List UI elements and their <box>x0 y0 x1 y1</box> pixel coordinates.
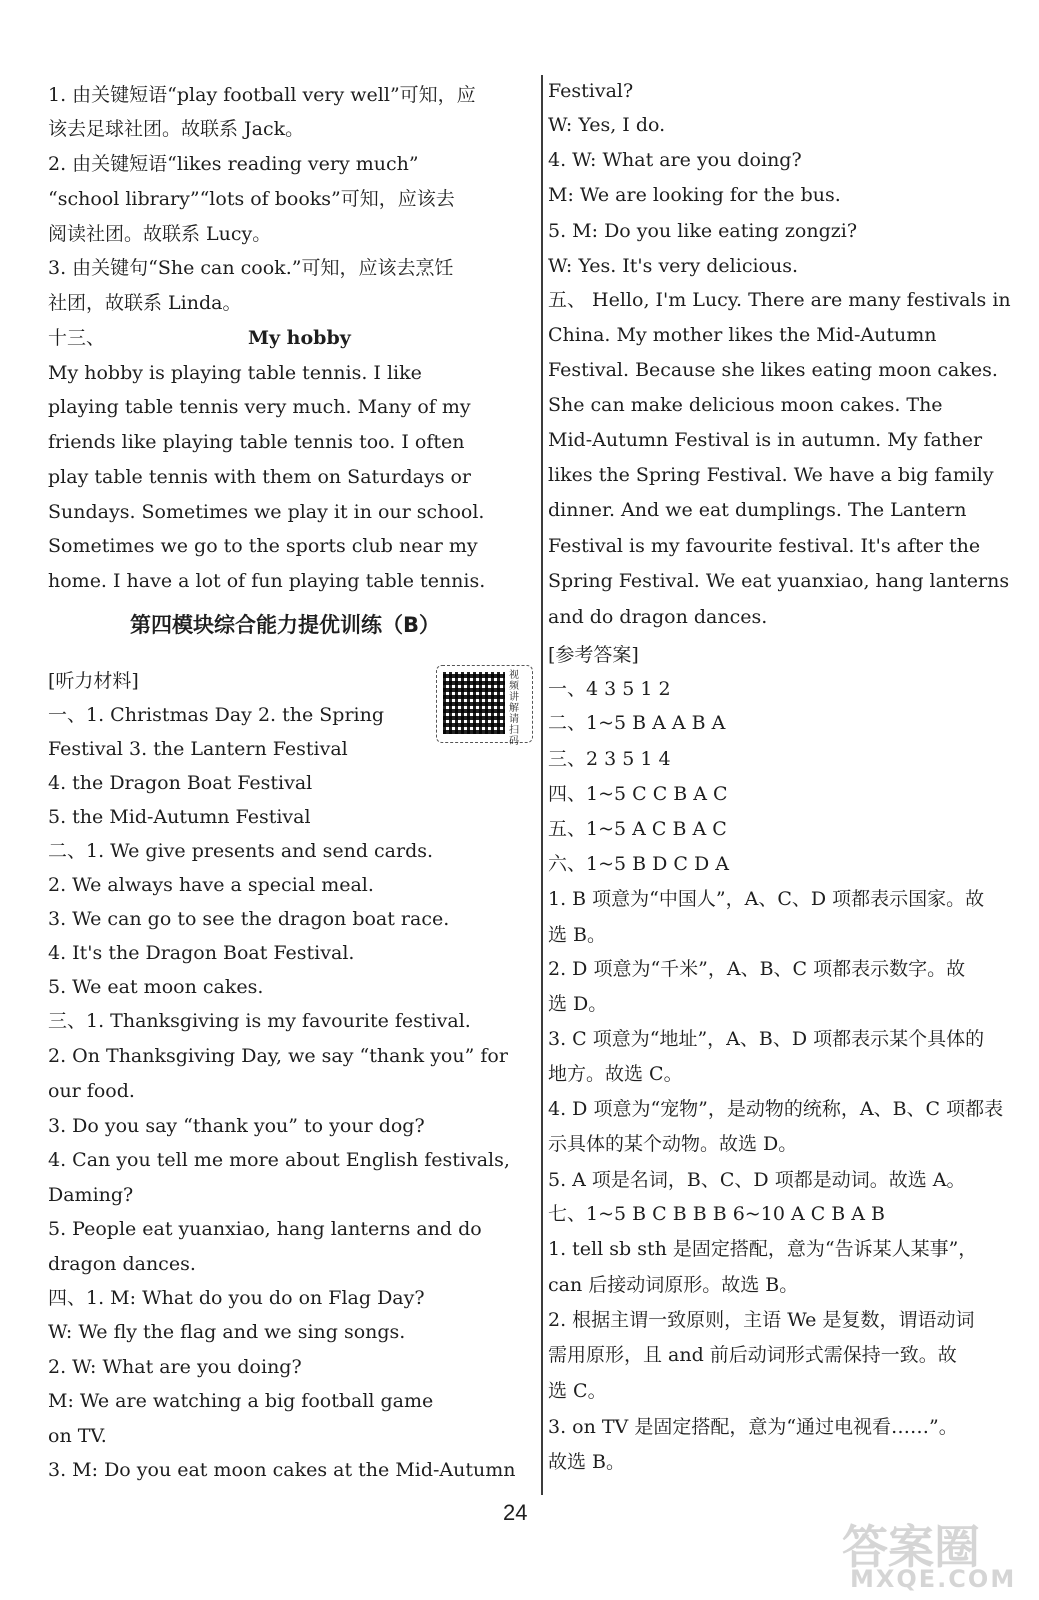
text-line: playing table tennis very much. Many of my <box>48 396 471 418</box>
text-line: Sometimes we go to the sports club near my <box>48 535 478 557</box>
text-line: 2. 由关键短语“likes reading very much” <box>48 153 419 175</box>
watermark-text: 答案圈 <box>842 1520 980 1574</box>
text-line: 七、1~5 B C B B B 6~10 A C B A B <box>548 1203 886 1225</box>
text-line: 5. People eat yuanxiao, hang lanterns and do <box>48 1218 482 1240</box>
text-line: W: Yes. It's very delicious. <box>548 255 799 277</box>
text-line: 2. We always have a special meal. <box>48 874 374 896</box>
text-line: home. I have a lot of fun playing table tennis. <box>48 570 486 592</box>
text-line: 选 B。 <box>548 924 607 946</box>
text-line: on TV. <box>48 1425 107 1447</box>
text-line: 3. M: Do you eat moon cakes at the Mid-Autumn <box>48 1459 516 1481</box>
text-line: 一、4 3 5 1 2 <box>548 678 671 700</box>
text-line: 四、1. M: What do you do on Flag Day? <box>48 1287 425 1309</box>
text-line: M: We are looking for the bus. <box>548 184 841 206</box>
qr-code-icon <box>443 672 505 734</box>
section-heading: 第四模块综合能力提优训练（B） <box>130 613 441 637</box>
right-column <box>548 0 1039 1540</box>
text-line: 4. It's the Dragon Boat Festival. <box>48 942 355 964</box>
text-line: Sundays. Sometimes we play it in our school. <box>48 501 485 523</box>
text-line: 2. 根据主谓一致原则，主语 We 是复数，谓语动词 <box>548 1309 975 1331</box>
text-line: 二、1. We give presents and send cards. <box>48 840 434 862</box>
text-line: friends like playing table tennis too. I often <box>48 431 465 453</box>
text-line: 五、 Hello, I'm Lucy. There are many festivals in <box>548 289 1011 311</box>
text-line: 二、1~5 B A A B A <box>548 712 726 734</box>
text-line: 3. 由关键句“She can cook.”可知，应该去烹饪 <box>48 257 454 279</box>
page-number: 24 <box>503 1500 528 1525</box>
text-line: 5. A 项是名词，B、C、D 项都是动词。故选 A。 <box>548 1169 966 1191</box>
text-line: 地方。故选 C。 <box>548 1063 683 1085</box>
text-line: She can make delicious moon cakes. The <box>548 394 943 416</box>
text-line: 示具体的某个动物。故选 D。 <box>548 1133 798 1155</box>
qr-label: 视频讲解请扫码 <box>509 670 519 747</box>
text-line: Festival. Because she likes eating moon cakes. <box>548 359 998 381</box>
text-line: play table tennis with them on Saturdays or <box>48 466 472 488</box>
text-line: and do dragon dances. <box>548 606 768 628</box>
text-line: 5. M: Do you like eating zongzi? <box>548 220 858 242</box>
text-line: 2. W: What are you doing? <box>48 1356 302 1378</box>
text-line: 五、1~5 A C B A C <box>548 818 727 840</box>
text-line: 阅读社团。故联系 Lucy。 <box>48 223 272 245</box>
essay-title: My hobby <box>248 327 351 349</box>
text-line: 故选 B。 <box>548 1451 626 1473</box>
text-line: 选 C。 <box>548 1380 607 1402</box>
text-line: 六、1~5 B D C D A <box>548 853 729 875</box>
text-line: 该去足球社团。故联系 Jack。 <box>48 118 305 140</box>
text-line: My hobby is playing table tennis. I like <box>48 362 422 384</box>
text-line: dinner. And we eat dumplings. The Lantern <box>548 499 967 521</box>
text-line: 1. B 项意为“中国人”，A、C、D 项都表示国家。故 <box>548 888 985 910</box>
text-line: 4. D 项意为“宠物”，是动物的统称，A、B、C 项都表 <box>548 1098 1004 1120</box>
text-line: likes the Spring Festival. We have a big family <box>548 464 994 486</box>
watermark-url: MXQE.COM <box>850 1565 1017 1593</box>
text-line: 三、2 3 5 1 4 <box>548 748 671 770</box>
text-line: “school library”“lots of books”可知，应该去 <box>48 188 455 210</box>
text-line: 5. the Mid-Autumn Festival <box>48 806 311 828</box>
left-column <box>48 0 536 1540</box>
text-line: W: Yes, I do. <box>548 114 666 136</box>
text-line: Festival is my favourite festival. It's after the <box>548 535 981 557</box>
text-line: 1. tell sb sth 是固定搭配，意为“告诉某人某事”， <box>548 1238 978 1260</box>
column-divider <box>541 75 543 1495</box>
text-line: Festival 3. the Lantern Festival <box>48 738 348 760</box>
text-line: Mid-Autumn Festival is in autumn. My father <box>548 429 983 451</box>
text-line: 1. 由关键短语“play football very well”可知，应 <box>48 84 476 106</box>
text-line: 需用原形，且 and 前后动词形式需保持一致。故 <box>548 1344 957 1366</box>
section-number: 十三、 <box>48 327 106 349</box>
text-line: [参考答案] <box>548 644 639 666</box>
text-line: 3. We can go to see the dragon boat race. <box>48 908 450 930</box>
text-line: Daming? <box>48 1184 134 1206</box>
text-line: W: We fly the flag and we sing songs. <box>48 1321 406 1343</box>
text-line: [听力材料] <box>48 670 139 692</box>
text-line: M: We are watching a big football game <box>48 1390 434 1412</box>
watermark-logo <box>842 1505 1022 1595</box>
qr-code <box>436 665 533 747</box>
text-line: 5. We eat moon cakes. <box>48 976 264 998</box>
text-line: 一、1. Christmas Day 2. the Spring <box>48 704 385 726</box>
text-line: 4. W: What are you doing? <box>548 149 802 171</box>
text-line: 2. On Thanksgiving Day, we say “thank you” for <box>48 1045 508 1067</box>
text-line: 4. the Dragon Boat Festival <box>48 772 313 794</box>
text-line: 3. on TV 是固定搭配，意为“通过电视看……”。 <box>548 1416 958 1438</box>
text-line: 4. Can you tell me more about English festivals, <box>48 1149 510 1171</box>
text-line: 选 D。 <box>548 993 608 1015</box>
text-line: 3. Do you say “thank you” to your dog? <box>48 1115 425 1137</box>
text-line: Festival? <box>548 80 634 102</box>
text-line: Spring Festival. We eat yuanxiao, hang lanterns <box>548 570 1010 592</box>
text-line: 四、1~5 C C B A C <box>548 783 728 805</box>
text-line: 3. C 项意为“地址”，A、B、D 项都表示某个具体的 <box>548 1028 985 1050</box>
text-line: 2. D 项意为“千米”，A、B、C 项都表示数字。故 <box>548 958 966 980</box>
text-line: China. My mother likes the Mid-Autumn <box>548 324 937 346</box>
text-line: can 后接动词原形。故选 B。 <box>548 1274 799 1296</box>
text-line: dragon dances. <box>48 1253 196 1275</box>
text-line: 三、1. Thanksgiving is my favourite festival. <box>48 1010 471 1032</box>
text-line: our food. <box>48 1080 135 1102</box>
text-line: 社团，故联系 Linda。 <box>48 292 242 314</box>
